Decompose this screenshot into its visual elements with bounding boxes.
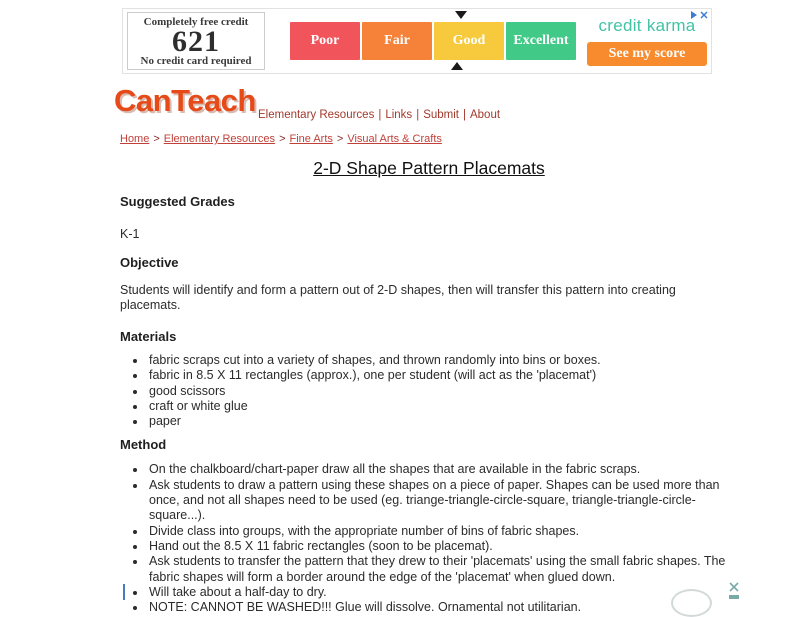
bottom-ad-logo-ellipse <box>671 589 712 617</box>
list-item: • craft or white glue <box>147 399 738 414</box>
credit-score-value: 621 <box>172 25 220 58</box>
materials-list <box>120 353 738 429</box>
method-list <box>120 462 738 615</box>
list-item: • NOTE: CANNOT BE WASHED!!! Glue will dissolve. Ornamental not utilitarian. <box>147 600 738 615</box>
objective-heading: Objective <box>120 255 179 270</box>
see-my-score-button[interactable]: See my score <box>587 42 707 66</box>
rating-segment-fair: Fair <box>362 22 432 60</box>
article-content <box>120 158 738 615</box>
rating-segment-good: Good <box>434 22 504 60</box>
list-item: • Ask students to draw a pattern using these shapes on a piece of paper. Shapes can be used more than once, and not all shapes need to be used (eg. triange-triangle-circle-square, triangle-triangle-circle-square...). <box>147 478 738 524</box>
bottom-ad-close-icon[interactable] <box>729 582 739 592</box>
nav-link-links[interactable]: Links <box>385 109 413 121</box>
top-ad-banner[interactable] <box>122 8 712 74</box>
list-item: • Will take about a half-day to dry. <box>147 585 738 600</box>
list-item: • Ask students to transfer the pattern that they drew to their 'placemats' using the small fabric shapes. The fabric shapes will form a border around the edge of the 'placemat' when glued down. <box>147 554 738 585</box>
ad-tagline-bottom: No credit card required <box>140 55 252 67</box>
ad-tagline-top: Completely free credit <box>143 16 249 28</box>
breadcrumb-link-visual-arts-crafts[interactable]: Visual Arts & Crafts <box>347 133 442 145</box>
credit-rating-bar <box>290 22 576 60</box>
rating-segment-poor: Poor <box>290 22 360 60</box>
bottom-ad-info-icon[interactable] <box>729 595 739 599</box>
rating-segment-excellent: Excellent <box>506 22 576 60</box>
breadcrumb-separator: > <box>336 133 344 145</box>
nav-separator: | <box>416 109 420 121</box>
nav-separator: | <box>462 109 466 121</box>
breadcrumb-link-fine-arts[interactable]: Fine Arts <box>289 133 333 145</box>
materials-heading: Materials <box>120 329 177 344</box>
nav-link-elementary-resources[interactable]: Elementary Resources <box>258 109 375 121</box>
credit-karma-logo: credit karma <box>598 16 696 35</box>
method-heading: Method <box>120 437 167 453</box>
list-item: • paper <box>147 414 738 429</box>
adchoices-triangle-icon <box>691 11 697 19</box>
list-item: • Divide class into groups, with the appropriate number of bins of fabric shapes. <box>147 524 738 539</box>
suggested-grades-heading: Suggested Grades <box>120 194 235 209</box>
nav-link-about[interactable]: About <box>469 109 501 121</box>
score-indicator-arrow-down-icon <box>455 11 467 19</box>
objective-text: Students will identify and form a pattern out of 2-D shapes, then will transfer this pattern into creating placemats. <box>120 283 676 312</box>
breadcrumb-link-elementary-resources[interactable]: Elementary Resources <box>163 133 276 145</box>
breadcrumb-link-home[interactable]: Home <box>120 133 150 145</box>
list-item: • On the chalkboard/chart-paper draw all the shapes that are available in the fabric scraps. <box>147 462 738 477</box>
breadcrumb-separator: > <box>153 133 160 145</box>
list-item: • Hand out the 8.5 X 11 fabric rectangles (soon to be placemat). <box>147 539 738 554</box>
nav-separator: | <box>378 109 382 121</box>
breadcrumb-separator: > <box>279 133 286 145</box>
page-title: 2-D Shape Pattern Placemats <box>313 158 545 178</box>
site-logo[interactable]: CanTeach <box>114 83 256 118</box>
credit-score-box <box>127 12 265 70</box>
list-item: • fabric scraps cut into a variety of shapes, and thrown randomly into bins or boxes. <box>147 353 738 368</box>
nav-link-submit[interactable]: Submit <box>423 109 459 121</box>
header-nav <box>258 109 500 121</box>
score-indicator-arrow-up-icon <box>451 62 463 70</box>
bottom-ad-left-border <box>123 584 125 600</box>
adchoices-icon[interactable] <box>691 11 708 19</box>
list-item: • good scissors <box>147 384 738 399</box>
list-item: • fabric in 8.5 X 11 rectangles (approx.), one per student (will act as the 'placemat') <box>147 368 738 383</box>
suggested-grades-value: K-1 <box>120 227 140 241</box>
breadcrumb <box>120 133 442 145</box>
ad-close-icon[interactable] <box>700 11 708 19</box>
credit-karma-zone <box>585 16 709 66</box>
